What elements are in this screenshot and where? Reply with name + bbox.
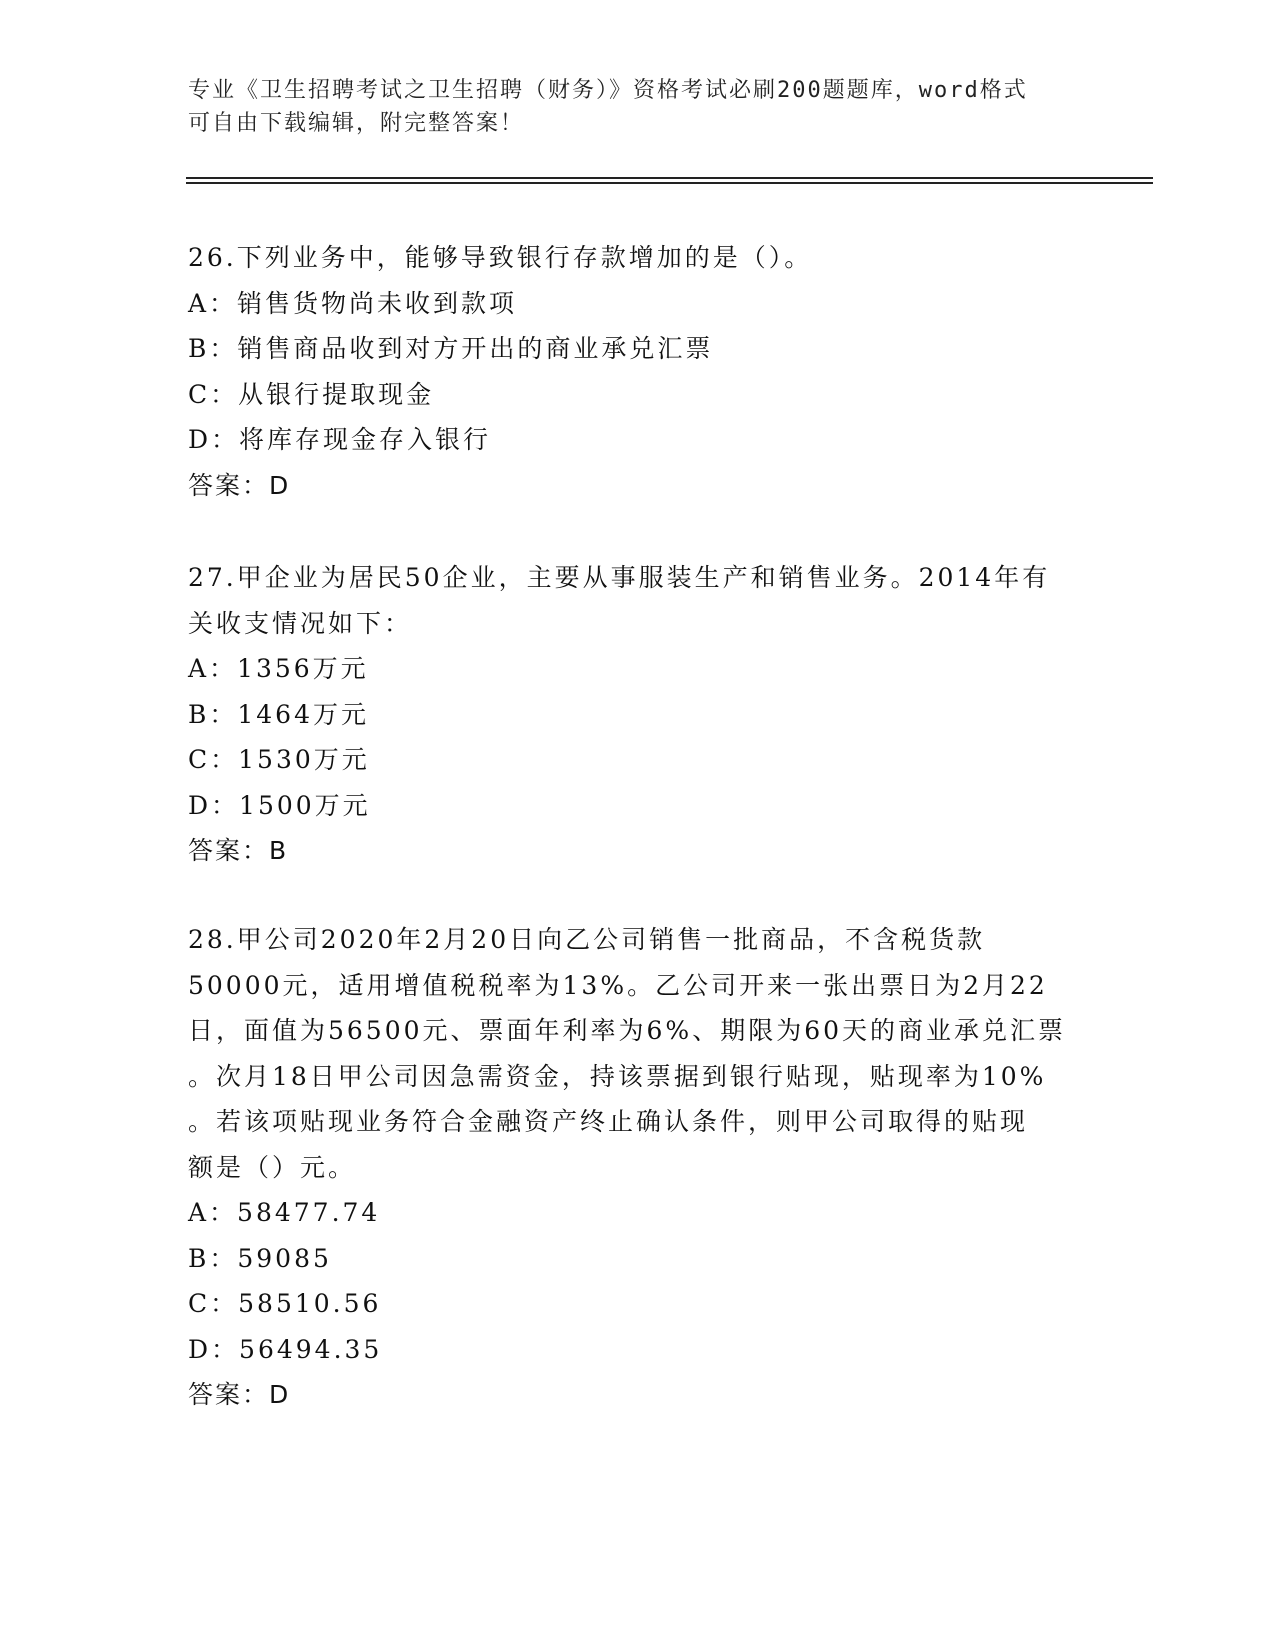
question-stem-line-5: 。若该项贴现业务符合金融资产终止确认条件，则甲公司取得的贴现 — [188, 1107, 1029, 1136]
question-stem-line-4: 。次月18日甲公司因急需资金，持该票据到银行贴现，贴现率为10% — [188, 1061, 1047, 1091]
header-divider-bottom — [186, 182, 1153, 184]
question-26 — [188, 235, 1088, 508]
option-b: B：59085 — [188, 1243, 332, 1273]
option-b: B：销售商品收到对方开出的商业承兑汇票 — [188, 334, 714, 363]
option-d: D：56494.35 — [188, 1334, 383, 1364]
question-stem-line-1: 27.甲企业为居民50企业，主要从事服装生产和销售业务。2014年有 — [188, 563, 1051, 592]
question-stem-line-3: 日，面值为56500元、票面年利率为6%、期限为60天的商业承兑汇票 — [188, 1016, 1067, 1045]
option-d: D：将库存现金存入银行 — [188, 425, 492, 454]
question-28 — [188, 917, 1088, 1418]
header-line-2: 可自由下载编辑，附完整答案！ — [188, 111, 525, 136]
header-line-1: 专业《卫生招聘考试之卫生招聘（财务）》资格考试必刷200题题库，word格式 — [188, 78, 1028, 103]
question-stem-line-2: 50000元，适用增值税税率为13%。乙公司开来一张出票日为2月22 — [188, 970, 1048, 1000]
question-stem-line-1: 28.甲公司2020年2月20日向乙公司销售一批商品，不含税货款 — [188, 925, 986, 954]
answer: 答案：D — [188, 470, 291, 500]
header-divider-top — [186, 177, 1153, 179]
document-header — [188, 74, 1068, 140]
question-stem-line-6: 额是（）元。 — [188, 1152, 357, 1182]
option-a: A：销售货物尚未收到款项 — [188, 288, 518, 318]
question-stem-line-2: 关收支情况如下： — [188, 608, 413, 638]
option-a: A：58477.74 — [188, 1198, 381, 1227]
option-b: B：1464万元 — [188, 699, 369, 729]
option-c: C：58510.56 — [188, 1289, 382, 1318]
question-27 — [188, 555, 1088, 874]
option-c: C：1530万元 — [188, 745, 370, 774]
option-d: D：1500万元 — [188, 790, 371, 820]
question-stem: 26.下列业务中，能够导致银行存款增加的是（）。 — [188, 243, 813, 272]
answer: 答案：D — [188, 1380, 291, 1409]
answer: 答案：B — [188, 836, 289, 865]
option-a: A：1356万元 — [188, 654, 369, 683]
option-c: C：从银行提取现金 — [188, 379, 435, 409]
